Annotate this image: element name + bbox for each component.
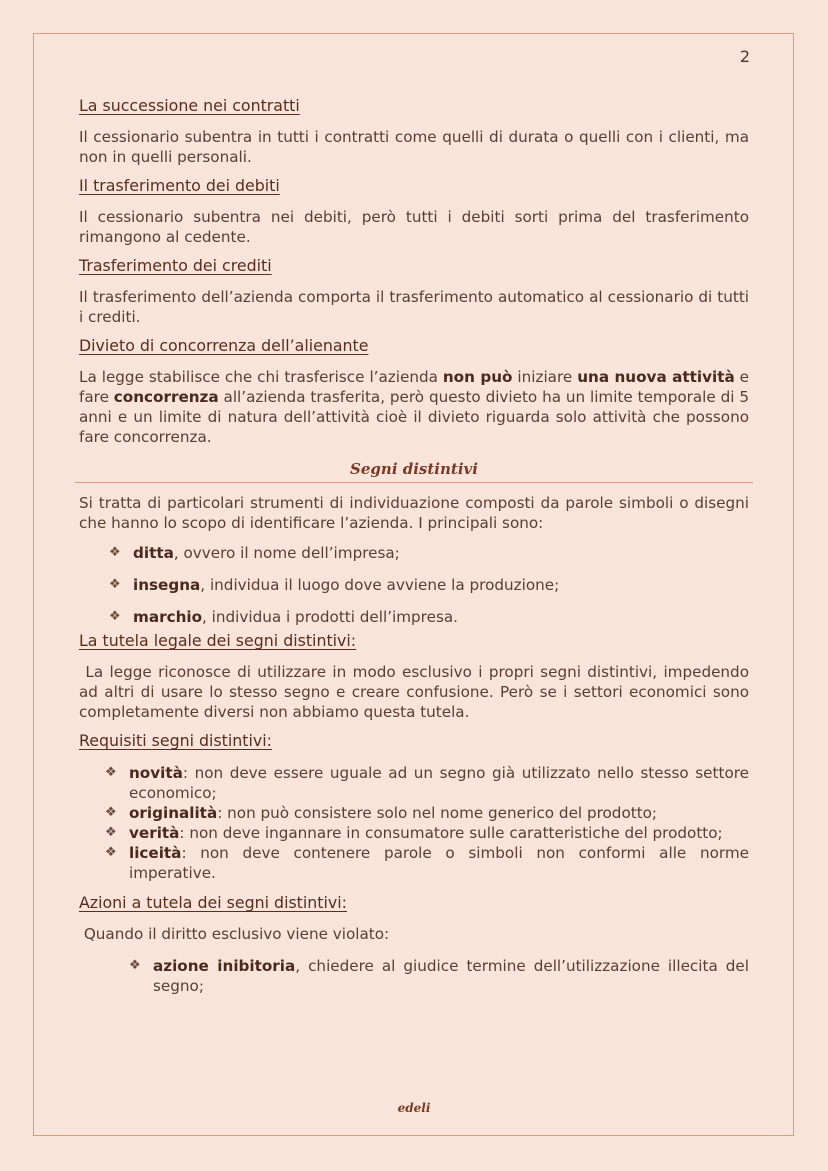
list-item: ❖ verità: non deve ingannare in consumatore sulle caratteristiche del prodotto;: [105, 824, 723, 842]
heading-trasferimento-crediti: Trasferimento dei crediti: [79, 256, 272, 275]
footer-signature: edeli: [397, 1101, 431, 1115]
diamond-bullet-icon: ❖: [109, 545, 121, 560]
heading-tutela-legale: La tutela legale dei segni distintivi:: [79, 631, 357, 650]
diamond-bullet-icon: ❖: [129, 958, 141, 973]
diamond-bullet-icon: ❖: [105, 845, 117, 860]
page-number: 2: [739, 47, 750, 66]
heading-azioni-tutela: Azioni a tutela dei segni distintivi:: [79, 893, 347, 912]
paragraph-successione-contratti: Il cessionario subentra in tutti i contratti come quelli di durata o quelli con i clienti, ma non in quelli personali.: [79, 128, 749, 166]
page-content: [79, 96, 749, 996]
list-requisiti: [79, 763, 749, 883]
diamond-bullet-icon: ❖: [109, 609, 121, 624]
list-item: ❖ ditta, ovvero il nome dell’impresa;: [109, 544, 400, 562]
list-item: ❖ marchio, individua i prodotti dell’impresa.: [109, 608, 458, 626]
diamond-bullet-icon: ❖: [105, 805, 117, 820]
list-item: ❖ liceità: non deve contenere parole o simboli non conformi alle norme imperative.: [105, 844, 749, 882]
diamond-bullet-icon: ❖: [109, 577, 121, 592]
paragraph-divieto-concorrenza: La legge stabilisce che chi trasferisce l’azienda non può iniziare una nuova attività e fare concorrenza all’azienda trasferita, però questo divieto ha un limite temporale di 5 anni e un limite di natura dell’attività cioè il divieto riguarda solo attività che possono fare concorrenza.: [79, 368, 749, 446]
heading-trasferimento-debiti: Il trasferimento dei debiti: [79, 176, 280, 195]
paragraph-azioni-intro: Quando il diritto esclusivo viene violato:: [83, 925, 390, 943]
diamond-bullet-icon: ❖: [105, 825, 117, 840]
diamond-bullet-icon: ❖: [105, 765, 117, 780]
section-title-segni-distintivi: Segni distintivi: [75, 459, 753, 483]
list-segni-principali: [79, 543, 749, 627]
heading-successione-contratti: La successione nei contratti: [79, 96, 300, 115]
paragraph-trasferimento-debiti: Il cessionario subentra nei debiti, però tutti i debiti sorti prima del trasferimento rimangono al cedente.: [79, 208, 749, 246]
list-item: ❖ novità: non deve essere uguale ad un segno già utilizzato nello stesso settore economico;: [105, 764, 749, 802]
list-item: ❖ originalità: non può consistere solo nel nome generico del prodotto;: [105, 804, 658, 822]
heading-requisiti: Requisiti segni distintivi:: [79, 731, 272, 750]
list-item: ❖ azione inibitoria, chiedere al giudice termine dell’utilizzazione illecita del segno;: [129, 957, 749, 995]
list-item: ❖ insegna, individua il luogo dove avviene la produzione;: [109, 576, 560, 594]
paragraph-trasferimento-crediti: Il trasferimento dell’azienda comporta il trasferimento automatico al cessionario di tutti i crediti.: [79, 288, 749, 326]
list-azioni: [79, 956, 749, 996]
paragraph-segni-intro: Si tratta di particolari strumenti di individuazione composti da parole simboli o disegni che hanno lo scopo di identificare l’azienda. I principali sono:: [79, 494, 749, 532]
heading-divieto-concorrenza: Divieto di concorrenza dell’alienante: [79, 336, 369, 355]
paragraph-tutela-legale: La legge riconosce di utilizzare in modo esclusivo i propri segni distintivi, impedendo ad altri di usare lo stesso segno e creare confusione. Però se i settori economici sono completamente diversi non abbiamo questa tutela.: [79, 663, 749, 721]
